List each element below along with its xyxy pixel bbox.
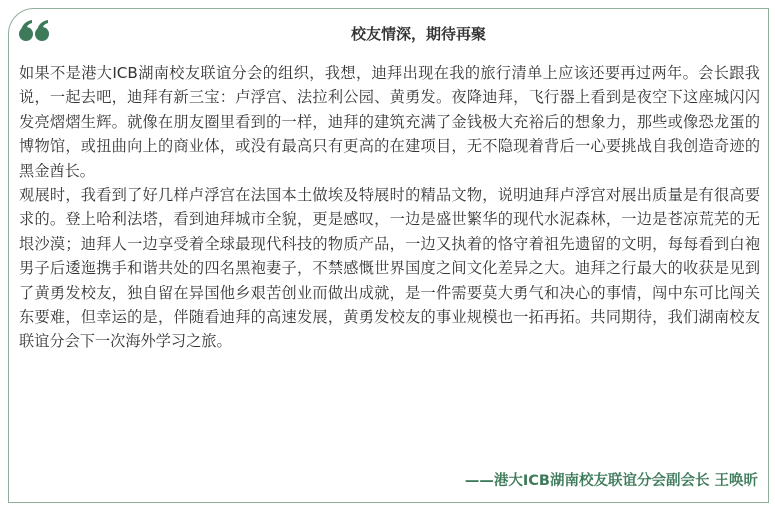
article-title: 校友情深，期待再聚 bbox=[350, 25, 486, 43]
paragraph-1: 如果不是港大ICB湖南校友联谊分会的组织，我想，迪拜出现在我的旅行清单上应该还要再过两年。会长跟我说，一起去吧，迪拜有新三宝：卢浮宫、法拉利公园、黄勇发。夜降迪拜，飞行器上看到是夜空下这座城闪闪发亮熠熠生辉。就像在朋友圈里看到的一样，迪拜的建筑充满了金钱极大充裕后的想象力，那些或像恐龙蛋的博物馆，或扭曲向上的商业体，或没有最高只有更高的在建项目，无不隐现着背后一心要挑战自我创造奇迹的黑金酋长。 bbox=[19, 64, 760, 180]
paragraph-2: 观展时，我看到了好几样卢浮宫在法国本土做埃及特展时的精品文物，说明迪拜卢浮宫对展出质量是有很高要求的。登上哈利法塔，看到迪拜城市全貌，更是感叹，一边是盛世繁华的现代水泥森林，一边是苍凉荒芜的无垠沙漠；迪拜人一边享受着全球最现代科技的物质产品，一边又执着的恪守着祖先遗留的文明，每每看到白袍男子后逶迤携手和谐共处的四名黑袍妻子，不禁感慨世界国度之间文化差异之大。迪拜之行最大的收获是见到了黄勇发校友，独自留在异国他乡艰苦创业而做出成就，是一件需要莫大勇气和决心的事情，闯中东可比闯关东要难，但幸运的是，伴随看迪拜的高速发展，黄勇发校友的事业规模也一拓再拓。共同期待，我们湖南校友联谊分会下一次海外学习之旅。 bbox=[19, 186, 760, 351]
article-body bbox=[19, 61, 760, 354]
author-signature: ——港大ICB湖南校友联谊分会副会长 王唤昕 bbox=[464, 473, 758, 489]
testimonial-card bbox=[8, 8, 769, 503]
